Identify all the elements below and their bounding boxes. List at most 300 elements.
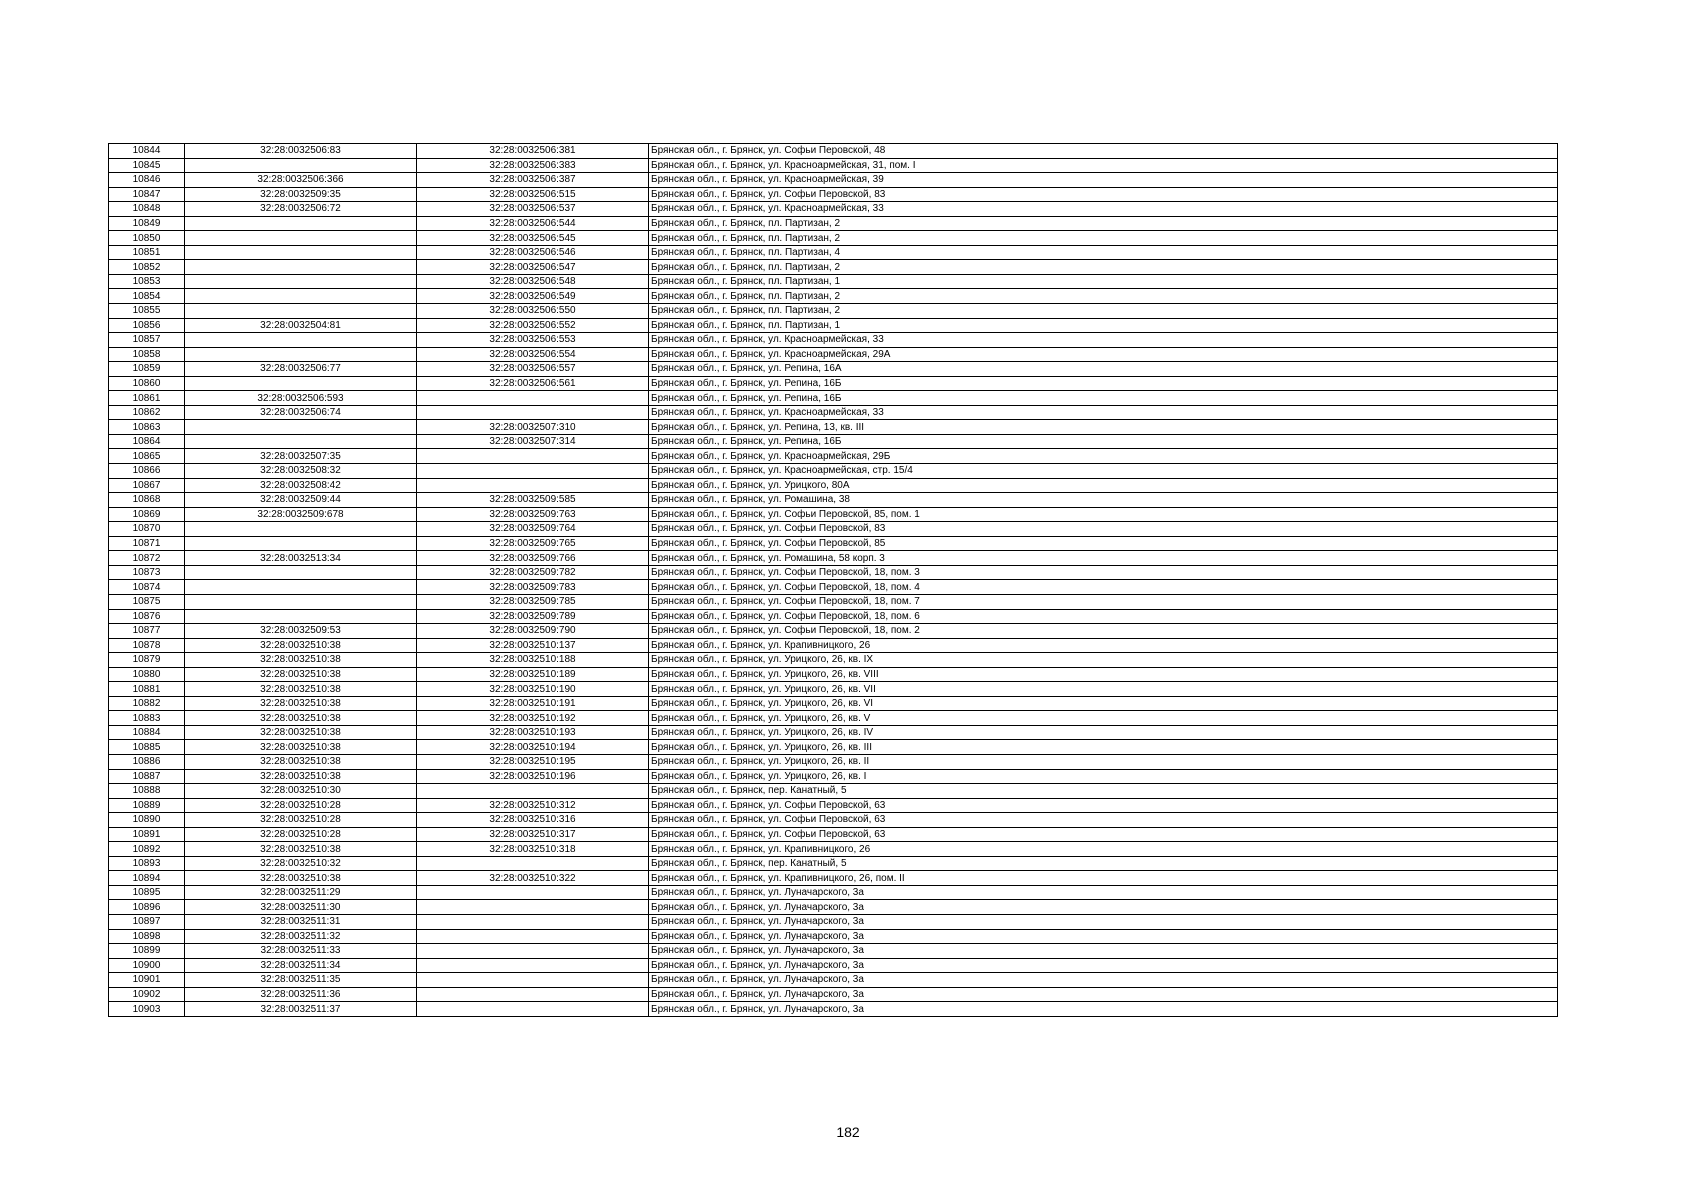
object-cadastral-number-cell: 32:28:0032506:553 [417,333,649,348]
row-number-cell: 10889 [109,798,185,813]
address-cell: Брянская обл., г. Брянск, ул. Крапивницкого, 26 [649,842,1558,857]
object-cadastral-number-cell: 32:28:0032506:548 [417,274,649,289]
table-row [109,565,1558,580]
address-cell: Брянская обл., г. Брянск, ул. Ромашина, 58 корп. 3 [649,551,1558,566]
land-cadastral-number-cell: 32:28:0032510:38 [185,711,417,726]
table-row [109,653,1558,668]
row-number-cell: 10870 [109,522,185,537]
land-cadastral-number-cell: 32:28:0032511:34 [185,958,417,973]
table-row [109,551,1558,566]
table-row [109,1002,1558,1017]
land-cadastral-number-cell: 32:28:0032511:37 [185,1002,417,1017]
table-row [109,798,1558,813]
address-cell: Брянская обл., г. Брянск, ул. Красноармейская, 33 [649,202,1558,217]
land-cadastral-number-cell [185,158,417,173]
land-cadastral-number-cell: 32:28:0032510:38 [185,653,417,668]
land-cadastral-number-cell: 32:28:0032504:81 [185,318,417,333]
row-number-cell: 10865 [109,449,185,464]
row-number-cell: 10879 [109,653,185,668]
table-row [109,434,1558,449]
table-row [109,885,1558,900]
object-cadastral-number-cell: 32:28:0032509:785 [417,594,649,609]
land-cadastral-number-cell: 32:28:0032511:29 [185,885,417,900]
object-cadastral-number-cell: 32:28:0032510:192 [417,711,649,726]
table-row [109,507,1558,522]
land-cadastral-number-cell [185,274,417,289]
row-number-cell: 10880 [109,667,185,682]
land-cadastral-number-cell [185,434,417,449]
row-number-cell: 10888 [109,784,185,799]
land-cadastral-number-cell: 32:28:0032508:42 [185,478,417,493]
land-cadastral-number-cell: 32:28:0032511:36 [185,987,417,1002]
object-cadastral-number-cell [417,784,649,799]
object-cadastral-number-cell: 32:28:0032509:765 [417,536,649,551]
object-cadastral-number-cell: 32:28:0032506:383 [417,158,649,173]
table-row [109,944,1558,959]
object-cadastral-number-cell [417,885,649,900]
object-cadastral-number-cell: 32:28:0032506:546 [417,245,649,260]
table-row [109,347,1558,362]
row-number-cell: 10887 [109,769,185,784]
land-cadastral-number-cell [185,245,417,260]
object-cadastral-number-cell: 32:28:0032507:310 [417,420,649,435]
object-cadastral-number-cell [417,929,649,944]
address-cell: Брянская обл., г. Брянск, ул. Софьи Перовской, 63 [649,798,1558,813]
object-cadastral-number-cell [417,958,649,973]
page-number: 182 [836,1124,860,1140]
row-number-cell: 10872 [109,551,185,566]
row-number-cell: 10897 [109,914,185,929]
row-number-cell: 10883 [109,711,185,726]
land-cadastral-number-cell [185,580,417,595]
land-cadastral-number-cell: 32:28:0032506:77 [185,362,417,377]
table-row [109,289,1558,304]
object-cadastral-number-cell [417,478,649,493]
object-cadastral-number-cell: 32:28:0032510:189 [417,667,649,682]
row-number-cell: 10901 [109,973,185,988]
land-cadastral-number-cell: 32:28:0032510:38 [185,769,417,784]
table-row [109,493,1558,508]
table-row [109,158,1558,173]
land-cadastral-number-cell [185,609,417,624]
object-cadastral-number-cell: 32:28:0032509:763 [417,507,649,522]
row-number-cell: 10903 [109,1002,185,1017]
table-row [109,769,1558,784]
land-cadastral-number-cell: 32:28:0032506:72 [185,202,417,217]
land-cadastral-number-cell [185,420,417,435]
object-cadastral-number-cell: 32:28:0032506:515 [417,187,649,202]
address-cell: Брянская обл., г. Брянск, пл. Партизан, 2 [649,231,1558,246]
object-cadastral-number-cell [417,900,649,915]
land-cadastral-number-cell: 32:28:0032510:28 [185,827,417,842]
address-cell: Брянская обл., г. Брянск, ул. Софьи Перовской, 18, пом. 2 [649,624,1558,639]
land-cadastral-number-cell: 32:28:0032511:30 [185,900,417,915]
row-number-cell: 10853 [109,274,185,289]
records-table-body [109,144,1558,1017]
row-number-cell: 10850 [109,231,185,246]
land-cadastral-number-cell [185,536,417,551]
address-cell: Брянская обл., г. Брянск, ул. Софьи Перовской, 63 [649,827,1558,842]
table-row [109,856,1558,871]
land-cadastral-number-cell: 32:28:0032511:35 [185,973,417,988]
object-cadastral-number-cell: 32:28:0032506:552 [417,318,649,333]
row-number-cell: 10877 [109,624,185,639]
address-cell: Брянская обл., г. Брянск, ул. Репина, 16Б [649,376,1558,391]
object-cadastral-number-cell: 32:28:0032506:545 [417,231,649,246]
land-cadastral-number-cell: 32:28:0032510:28 [185,813,417,828]
table-row [109,231,1558,246]
land-cadastral-number-cell: 32:28:0032510:38 [185,667,417,682]
table-row [109,725,1558,740]
object-cadastral-number-cell [417,449,649,464]
land-cadastral-number-cell [185,260,417,275]
object-cadastral-number-cell: 32:28:0032509:783 [417,580,649,595]
table-row [109,827,1558,842]
address-cell: Брянская обл., г. Брянск, ул. Луначарского, 3а [649,987,1558,1002]
object-cadastral-number-cell [417,973,649,988]
land-cadastral-number-cell: 32:28:0032513:34 [185,551,417,566]
address-cell: Брянская обл., г. Брянск, ул. Репина, 16Б [649,391,1558,406]
address-cell: Брянская обл., г. Брянск, пл. Партизан, 4 [649,245,1558,260]
address-cell: Брянская обл., г. Брянск, ул. Луначарского, 3а [649,914,1558,929]
table-row [109,784,1558,799]
address-cell: Брянская обл., г. Брянск, ул. Софьи Перовской, 85 [649,536,1558,551]
land-cadastral-number-cell [185,304,417,319]
table-row [109,914,1558,929]
row-number-cell: 10893 [109,856,185,871]
table-row [109,624,1558,639]
table-row [109,333,1558,348]
row-number-cell: 10884 [109,725,185,740]
land-cadastral-number-cell: 32:28:0032506:593 [185,391,417,406]
table-row [109,304,1558,319]
address-cell: Брянская обл., г. Брянск, ул. Репина, 13, кв. III [649,420,1558,435]
land-cadastral-number-cell: 32:28:0032511:32 [185,929,417,944]
row-number-cell: 10866 [109,464,185,479]
table-row [109,973,1558,988]
table-row [109,871,1558,886]
object-cadastral-number-cell: 32:28:0032506:547 [417,260,649,275]
row-number-cell: 10902 [109,987,185,1002]
table-row [109,740,1558,755]
object-cadastral-number-cell: 32:28:0032509:764 [417,522,649,537]
object-cadastral-number-cell: 32:28:0032506:381 [417,144,649,159]
records-table [108,143,1558,1017]
row-number-cell: 10881 [109,682,185,697]
land-cadastral-number-cell: 32:28:0032509:44 [185,493,417,508]
object-cadastral-number-cell: 32:28:0032510:195 [417,754,649,769]
table-row [109,187,1558,202]
table-row [109,594,1558,609]
row-number-cell: 10896 [109,900,185,915]
object-cadastral-number-cell [417,464,649,479]
table-row [109,464,1558,479]
address-cell: Брянская обл., г. Брянск, ул. Красноармейская, 33 [649,405,1558,420]
row-number-cell: 10848 [109,202,185,217]
object-cadastral-number-cell: 32:28:0032506:544 [417,216,649,231]
land-cadastral-number-cell [185,347,417,362]
address-cell: Брянская обл., г. Брянск, ул. Красноармейская, 39 [649,173,1558,188]
land-cadastral-number-cell: 32:28:0032510:38 [185,638,417,653]
table-row [109,245,1558,260]
table-row [109,929,1558,944]
row-number-cell: 10857 [109,333,185,348]
land-cadastral-number-cell: 32:28:0032510:32 [185,856,417,871]
land-cadastral-number-cell: 32:28:0032511:31 [185,914,417,929]
address-cell: Брянская обл., г. Брянск, ул. Урицкого, 26, кв. VI [649,696,1558,711]
object-cadastral-number-cell [417,1002,649,1017]
land-cadastral-number-cell: 32:28:0032509:35 [185,187,417,202]
row-number-cell: 10863 [109,420,185,435]
land-cadastral-number-cell: 32:28:0032510:38 [185,842,417,857]
land-cadastral-number-cell: 32:28:0032508:32 [185,464,417,479]
object-cadastral-number-cell: 32:28:0032509:766 [417,551,649,566]
object-cadastral-number-cell: 32:28:0032510:194 [417,740,649,755]
address-cell: Брянская обл., г. Брянск, ул. Красноармейская, 31, пом. I [649,158,1558,173]
address-cell: Брянская обл., г. Брянск, ул. Урицкого, 26, кв. III [649,740,1558,755]
land-cadastral-number-cell [185,333,417,348]
land-cadastral-number-cell: 32:28:0032506:74 [185,405,417,420]
address-cell: Брянская обл., г. Брянск, пер. Канатный, 5 [649,784,1558,799]
table-row [109,318,1558,333]
row-number-cell: 10858 [109,347,185,362]
address-cell: Брянская обл., г. Брянск, ул. Красноармейская, стр. 15/4 [649,464,1558,479]
address-cell: Брянская обл., г. Брянск, ул. Софьи Перовской, 18, пом. 7 [649,594,1558,609]
address-cell: Брянская обл., г. Брянск, пл. Партизан, 2 [649,260,1558,275]
address-cell: Брянская обл., г. Брянск, ул. Софьи Перовской, 63 [649,813,1558,828]
object-cadastral-number-cell: 32:28:0032510:193 [417,725,649,740]
row-number-cell: 10882 [109,696,185,711]
table-row [109,958,1558,973]
address-cell: Брянская обл., г. Брянск, ул. Софьи Перовской, 83 [649,522,1558,537]
address-cell: Брянская обл., г. Брянск, пл. Партизан, 2 [649,289,1558,304]
table-row [109,711,1558,726]
row-number-cell: 10876 [109,609,185,624]
row-number-cell: 10852 [109,260,185,275]
address-cell: Брянская обл., г. Брянск, пл. Партизан, 2 [649,304,1558,319]
row-number-cell: 10871 [109,536,185,551]
table-row [109,362,1558,377]
table-row [109,449,1558,464]
row-number-cell: 10898 [109,929,185,944]
address-cell: Брянская обл., г. Брянск, ул. Крапивницкого, 26 [649,638,1558,653]
row-number-cell: 10844 [109,144,185,159]
object-cadastral-number-cell: 32:28:0032510:191 [417,696,649,711]
object-cadastral-number-cell [417,944,649,959]
row-number-cell: 10859 [109,362,185,377]
table-row [109,987,1558,1002]
row-number-cell: 10867 [109,478,185,493]
land-cadastral-number-cell: 32:28:0032510:38 [185,754,417,769]
object-cadastral-number-cell: 32:28:0032509:782 [417,565,649,580]
row-number-cell: 10878 [109,638,185,653]
object-cadastral-number-cell: 32:28:0032510:312 [417,798,649,813]
object-cadastral-number-cell: 32:28:0032509:789 [417,609,649,624]
row-number-cell: 10895 [109,885,185,900]
address-cell: Брянская обл., г. Брянск, ул. Урицкого, 26, кв. IV [649,725,1558,740]
object-cadastral-number-cell: 32:28:0032509:790 [417,624,649,639]
land-cadastral-number-cell: 32:28:0032507:35 [185,449,417,464]
table-row [109,144,1558,159]
table-row [109,813,1558,828]
table-row [109,405,1558,420]
land-cadastral-number-cell: 32:28:0032510:38 [185,871,417,886]
row-number-cell: 10851 [109,245,185,260]
object-cadastral-number-cell: 32:28:0032506:549 [417,289,649,304]
address-cell: Брянская обл., г. Брянск, ул. Софьи Перовской, 18, пом. 6 [649,609,1558,624]
table-row [109,667,1558,682]
land-cadastral-number-cell [185,522,417,537]
address-cell: Брянская обл., г. Брянск, ул. Красноармейская, 33 [649,333,1558,348]
table-row [109,274,1558,289]
object-cadastral-number-cell: 32:28:0032506:557 [417,362,649,377]
table-row [109,638,1558,653]
address-cell: Брянская обл., г. Брянск, пл. Партизан, 1 [649,318,1558,333]
table-row [109,420,1558,435]
object-cadastral-number-cell [417,914,649,929]
land-cadastral-number-cell: 32:28:0032510:38 [185,740,417,755]
object-cadastral-number-cell: 32:28:0032510:137 [417,638,649,653]
row-number-cell: 10846 [109,173,185,188]
address-cell: Брянская обл., г. Брянск, ул. Луначарского, 3а [649,973,1558,988]
address-cell: Брянская обл., г. Брянск, ул. Луначарского, 3а [649,929,1558,944]
address-cell: Брянская обл., г. Брянск, пер. Канатный, 5 [649,856,1558,871]
row-number-cell: 10868 [109,493,185,508]
address-cell: Брянская обл., г. Брянск, ул. Урицкого, 80А [649,478,1558,493]
address-cell: Брянская обл., г. Брянск, ул. Урицкого, 26, кв. II [649,754,1558,769]
table-row [109,754,1558,769]
table-row [109,682,1558,697]
address-cell: Брянская обл., г. Брянск, пл. Партизан, 1 [649,274,1558,289]
land-cadastral-number-cell: 32:28:0032510:38 [185,696,417,711]
table-row [109,173,1558,188]
object-cadastral-number-cell [417,987,649,1002]
row-number-cell: 10900 [109,958,185,973]
row-number-cell: 10864 [109,434,185,449]
row-number-cell: 10890 [109,813,185,828]
address-cell: Брянская обл., г. Брянск, ул. Репина, 16Б [649,434,1558,449]
row-number-cell: 10869 [109,507,185,522]
object-cadastral-number-cell: 32:28:0032510:316 [417,813,649,828]
land-cadastral-number-cell: 32:28:0032511:33 [185,944,417,959]
object-cadastral-number-cell: 32:28:0032510:322 [417,871,649,886]
row-number-cell: 10885 [109,740,185,755]
land-cadastral-number-cell [185,216,417,231]
object-cadastral-number-cell [417,405,649,420]
address-cell: Брянская обл., г. Брянск, ул. Красноармейская, 29А [649,347,1558,362]
table-row [109,536,1558,551]
table-row [109,580,1558,595]
table-row [109,478,1558,493]
address-cell: Брянская обл., г. Брянск, ул. Луначарского, 3а [649,944,1558,959]
address-cell: Брянская обл., г. Брянск, ул. Софьи Перовской, 18, пом. 4 [649,580,1558,595]
address-cell: Брянская обл., г. Брянск, ул. Луначарского, 3а [649,958,1558,973]
land-cadastral-number-cell [185,231,417,246]
row-number-cell: 10894 [109,871,185,886]
row-number-cell: 10845 [109,158,185,173]
row-number-cell: 10873 [109,565,185,580]
address-cell: Брянская обл., г. Брянск, пл. Партизан, 2 [649,216,1558,231]
row-number-cell: 10891 [109,827,185,842]
row-number-cell: 10855 [109,304,185,319]
address-cell: Брянская обл., г. Брянск, ул. Красноармейская, 29Б [649,449,1558,464]
land-cadastral-number-cell: 32:28:0032506:83 [185,144,417,159]
address-cell: Брянская обл., г. Брянск, ул. Репина, 16А [649,362,1558,377]
object-cadastral-number-cell: 32:28:0032509:585 [417,493,649,508]
row-number-cell: 10849 [109,216,185,231]
land-cadastral-number-cell [185,289,417,304]
table-row [109,696,1558,711]
row-number-cell: 10861 [109,391,185,406]
table-row [109,522,1558,537]
land-cadastral-number-cell: 32:28:0032510:38 [185,682,417,697]
object-cadastral-number-cell: 32:28:0032507:314 [417,434,649,449]
object-cadastral-number-cell: 32:28:0032506:554 [417,347,649,362]
row-number-cell: 10874 [109,580,185,595]
row-number-cell: 10875 [109,594,185,609]
row-number-cell: 10862 [109,405,185,420]
row-number-cell: 10899 [109,944,185,959]
object-cadastral-number-cell [417,391,649,406]
object-cadastral-number-cell [417,856,649,871]
address-cell: Брянская обл., г. Брянск, ул. Софьи Перовской, 83 [649,187,1558,202]
table-row [109,391,1558,406]
object-cadastral-number-cell: 32:28:0032510:318 [417,842,649,857]
object-cadastral-number-cell: 32:28:0032506:387 [417,173,649,188]
row-number-cell: 10860 [109,376,185,391]
land-cadastral-number-cell: 32:28:0032510:28 [185,798,417,813]
table-row [109,900,1558,915]
table-row [109,216,1558,231]
land-cadastral-number-cell [185,594,417,609]
address-cell: Брянская обл., г. Брянск, ул. Луначарского, 3а [649,1002,1558,1017]
address-cell: Брянская обл., г. Брянск, ул. Урицкого, 26, кв. IX [649,653,1558,668]
address-cell: Брянская обл., г. Брянск, ул. Урицкого, 26, кв. VII [649,682,1558,697]
land-cadastral-number-cell: 32:28:0032510:30 [185,784,417,799]
address-cell: Брянская обл., г. Брянск, ул. Урицкого, 26, кв. VIII [649,667,1558,682]
land-cadastral-number-cell: 32:28:0032509:53 [185,624,417,639]
row-number-cell: 10886 [109,754,185,769]
address-cell: Брянская обл., г. Брянск, ул. Софьи Перовской, 18, пом. 3 [649,565,1558,580]
address-cell: Брянская обл., г. Брянск, ул. Крапивницкого, 26, пом. II [649,871,1558,886]
table-row [109,842,1558,857]
address-cell: Брянская обл., г. Брянск, ул. Урицкого, 26, кв. V [649,711,1558,726]
table-row [109,609,1558,624]
address-cell: Брянская обл., г. Брянск, ул. Луначарского, 3а [649,900,1558,915]
land-cadastral-number-cell: 32:28:0032510:38 [185,725,417,740]
address-cell: Брянская обл., г. Брянск, ул. Ромашина, 38 [649,493,1558,508]
land-cadastral-number-cell: 32:28:0032509:678 [185,507,417,522]
land-cadastral-number-cell [185,376,417,391]
address-cell: Брянская обл., г. Брянск, ул. Софьи Перовской, 48 [649,144,1558,159]
address-cell: Брянская обл., г. Брянск, ул. Софьи Перовской, 85, пом. 1 [649,507,1558,522]
row-number-cell: 10854 [109,289,185,304]
object-cadastral-number-cell: 32:28:0032510:188 [417,653,649,668]
row-number-cell: 10847 [109,187,185,202]
row-number-cell: 10856 [109,318,185,333]
land-cadastral-number-cell: 32:28:0032506:366 [185,173,417,188]
address-cell: Брянская обл., г. Брянск, ул. Луначарского, 3а [649,885,1558,900]
object-cadastral-number-cell: 32:28:0032510:190 [417,682,649,697]
object-cadastral-number-cell: 32:28:0032510:317 [417,827,649,842]
object-cadastral-number-cell: 32:28:0032506:550 [417,304,649,319]
land-cadastral-number-cell [185,565,417,580]
row-number-cell: 10892 [109,842,185,857]
address-cell: Брянская обл., г. Брянск, ул. Урицкого, 26, кв. I [649,769,1558,784]
table-row [109,376,1558,391]
object-cadastral-number-cell: 32:28:0032506:537 [417,202,649,217]
object-cadastral-number-cell: 32:28:0032510:196 [417,769,649,784]
